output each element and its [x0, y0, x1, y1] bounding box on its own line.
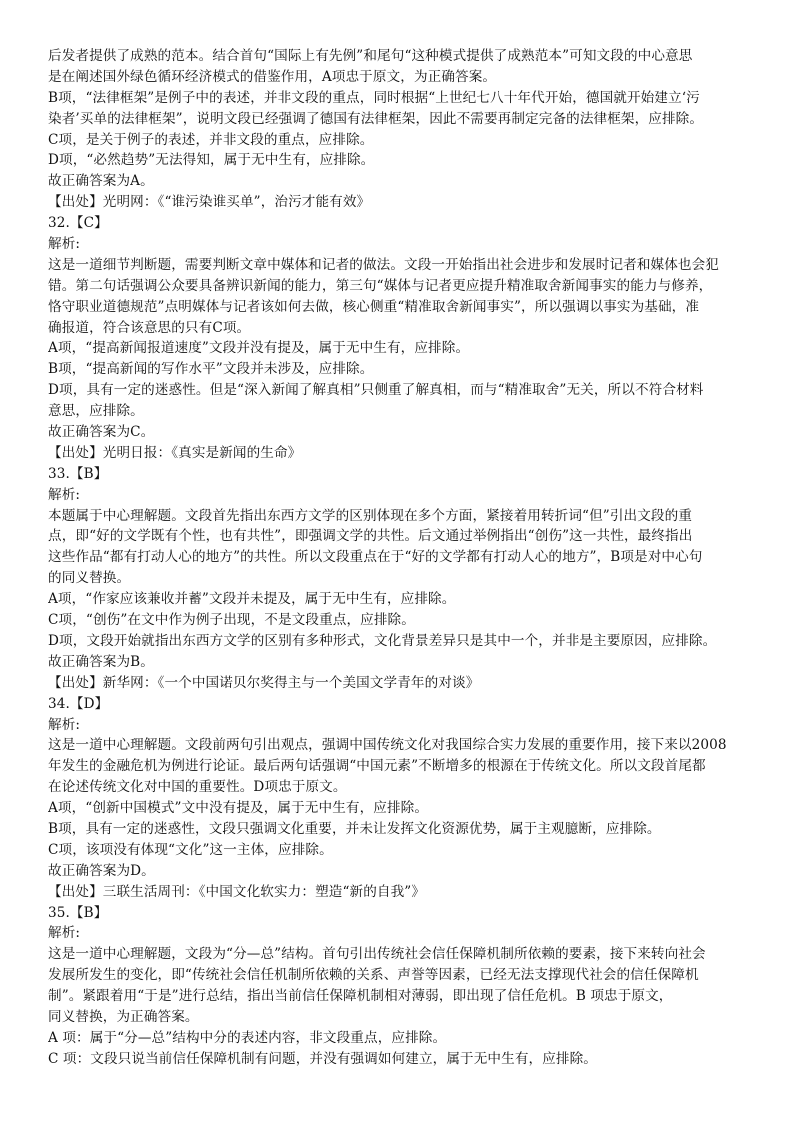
- source-line: 【出处】新华网：《一个中国诺贝尔奖得主与一个美国文学青年的对谈》: [48, 674, 480, 691]
- answer-explanation-page: [48, 46, 760, 1070]
- question-number: 32.【C】: [48, 215, 108, 232]
- text-line: 同义替换，为正确答案。: [48, 1008, 199, 1025]
- text-line: 后发者提供了成熟的范本。结合首句“国际上有先例”和尾句“这种模式提供了成熟范本”可知文段的中心意思: [48, 48, 693, 64]
- text-line: 故正确答案为A。: [48, 173, 154, 190]
- text-line: B项，具有一定的迷惑性，文段只强调文化重要，并未让发挥文化资源优势，属于主观臆断，应排除。: [48, 820, 661, 837]
- text-line: A项，“作家应该兼收并蓄”文段并未提及，属于无中生有，应排除。: [48, 591, 456, 608]
- text-line: C项，该项没有体现“文化”这一主体，应排除。: [48, 841, 333, 858]
- text-line: 恪守职业道德规范”点明媒体与记者该如何去做，核心侧重“精准取舍新闻事实”，所以强调以事实为基础，准: [48, 298, 700, 315]
- text-line: D项，具有一定的迷惑性。但是“深入新闻了解真相”只侧重了解真相，而与“精准取舍”无关，所以不符合材料: [48, 382, 704, 399]
- text-line: 故正确答案为C。: [48, 424, 155, 441]
- text-line: A项，“创新中国模式”文中没有提及，属于无中生有，应排除。: [48, 800, 429, 817]
- text-line: 年发生的金融危机为例进行论证。最后两句话强调“中国元素”不断增多的根源在于传统文化。所以文段首尾都: [48, 758, 706, 775]
- analysis-label: 解析:: [48, 486, 81, 503]
- analysis-label: 解析:: [48, 716, 81, 733]
- text-line: 本题属于中心理解题。文段首先指出东西方文学的区别体现在多个方面，紧接着用转折词“但”引出文段的重: [48, 507, 693, 524]
- question-number: 34.【D】: [48, 695, 109, 712]
- text-line: C 项：文段只说当前信任保障机制有问题，并没有强调如何建立，属于无中生有，应排除。: [48, 1050, 597, 1067]
- text-line: 确报道，符合该意思的只有C项。: [48, 319, 251, 336]
- text-line: 这是一道中心理解题。文段前两句引出观点，强调中国传统文化对我国综合实力发展的重要作用，接下来以2008: [48, 737, 727, 754]
- text-line: 在论述传统文化对中国的重要性。D项忠于原文。: [48, 779, 347, 796]
- question-number: 35.【B】: [48, 904, 108, 921]
- text-line: B项，“法律框架”是例子中的表述，并非文段的重点，同时根据“上世纪七八十年代开始，德国就开始建立‘污: [48, 89, 700, 106]
- text-line: C项，“创伤”在文中作为例子出现，不是文段重点，应排除。: [48, 612, 415, 629]
- text-line: A项，“提高新闻报道速度”文段并没有提及，属于无中生有，应排除。: [48, 340, 470, 357]
- text-line: A 项：属于“分—总”结构中分的表述内容，非文段重点，应排除。: [48, 1029, 447, 1046]
- text-line: 的同义替换。: [48, 570, 131, 587]
- text-line: C项，是关于例子的表述，并非文段的重点，应排除。: [48, 131, 374, 148]
- text-line: D项，文段开始就指出东西方文学的区别有多种形式，文化背景差异只是其中一个，并非是主要原因，应排除。: [48, 632, 717, 649]
- text-line: 这是一道细节判断题，需要判断文章中媒体和记者的做法。文段一开始指出社会进步和发展时记者和媒体也会犯: [48, 256, 719, 273]
- source-line: 【出处】光明日报：《真实是新闻的生命》: [48, 444, 302, 461]
- source-line: 【出处】三联生活周刊：《中国文化软实力：塑造“新的自我”》: [48, 883, 426, 900]
- text-line: 意思，应排除。: [48, 403, 144, 420]
- text-line: 制”。紧跟着用“于是”进行总结，指出当前信任保障机制相对薄弱，即出现了信任危机。B 项忠于原文，: [48, 988, 673, 1005]
- text-line: 是在阐述国外绿色循环经济模式的借鉴作用，A项忠于原文，为正确答案。: [48, 68, 497, 85]
- text-line: 这些作品“都有打动人心的地方”的共性。所以文段重点在于“好的文学都有打动人心的地方”，B项是对中心句: [48, 549, 703, 566]
- text-line: 点，即“好的文学既有个性，也有共性”，即强调文学的共性。后文通过举例指出“创伤”这一共性，最终指出: [48, 528, 693, 545]
- analysis-label: 解析:: [48, 925, 81, 942]
- text-line: B项，“提高新闻的写作水平”文段并未涉及，应排除。: [48, 361, 374, 378]
- text-line: 故正确答案为D。: [48, 862, 155, 879]
- text-line: 故正确答案为B。: [48, 653, 154, 670]
- text-line: 发展所发生的变化，即“传统社会信任机制所依赖的关系、声誉等因素，已经无法支撑现代社会的信任保障机: [48, 967, 699, 984]
- text-line: D项，“必然趋势”无法得知，属于无中生有，应排除。: [48, 152, 375, 169]
- text-line: 染者’买单的法律框架”，说明文段已经强调了德国有法律框架，因此不需要再制定完备的法律框架，应排除。: [48, 110, 704, 127]
- analysis-label: 解析:: [48, 236, 81, 253]
- source-line: 【出处】光明网：《“谁污染谁买单”，治污才能有效》: [48, 194, 371, 211]
- question-number: 33.【B】: [48, 465, 108, 482]
- text-line: 这是一道中心理解题，文段为“分—总”结构。首句引出传统社会信任保障机制所依赖的要素，接下来转向社会: [48, 946, 706, 963]
- text-line: 错。第二句话强调公众要具备辨识新闻的能力，第三句“媒体与记者更应提升精准取舍新闻事实的能力与修养，: [48, 277, 713, 294]
